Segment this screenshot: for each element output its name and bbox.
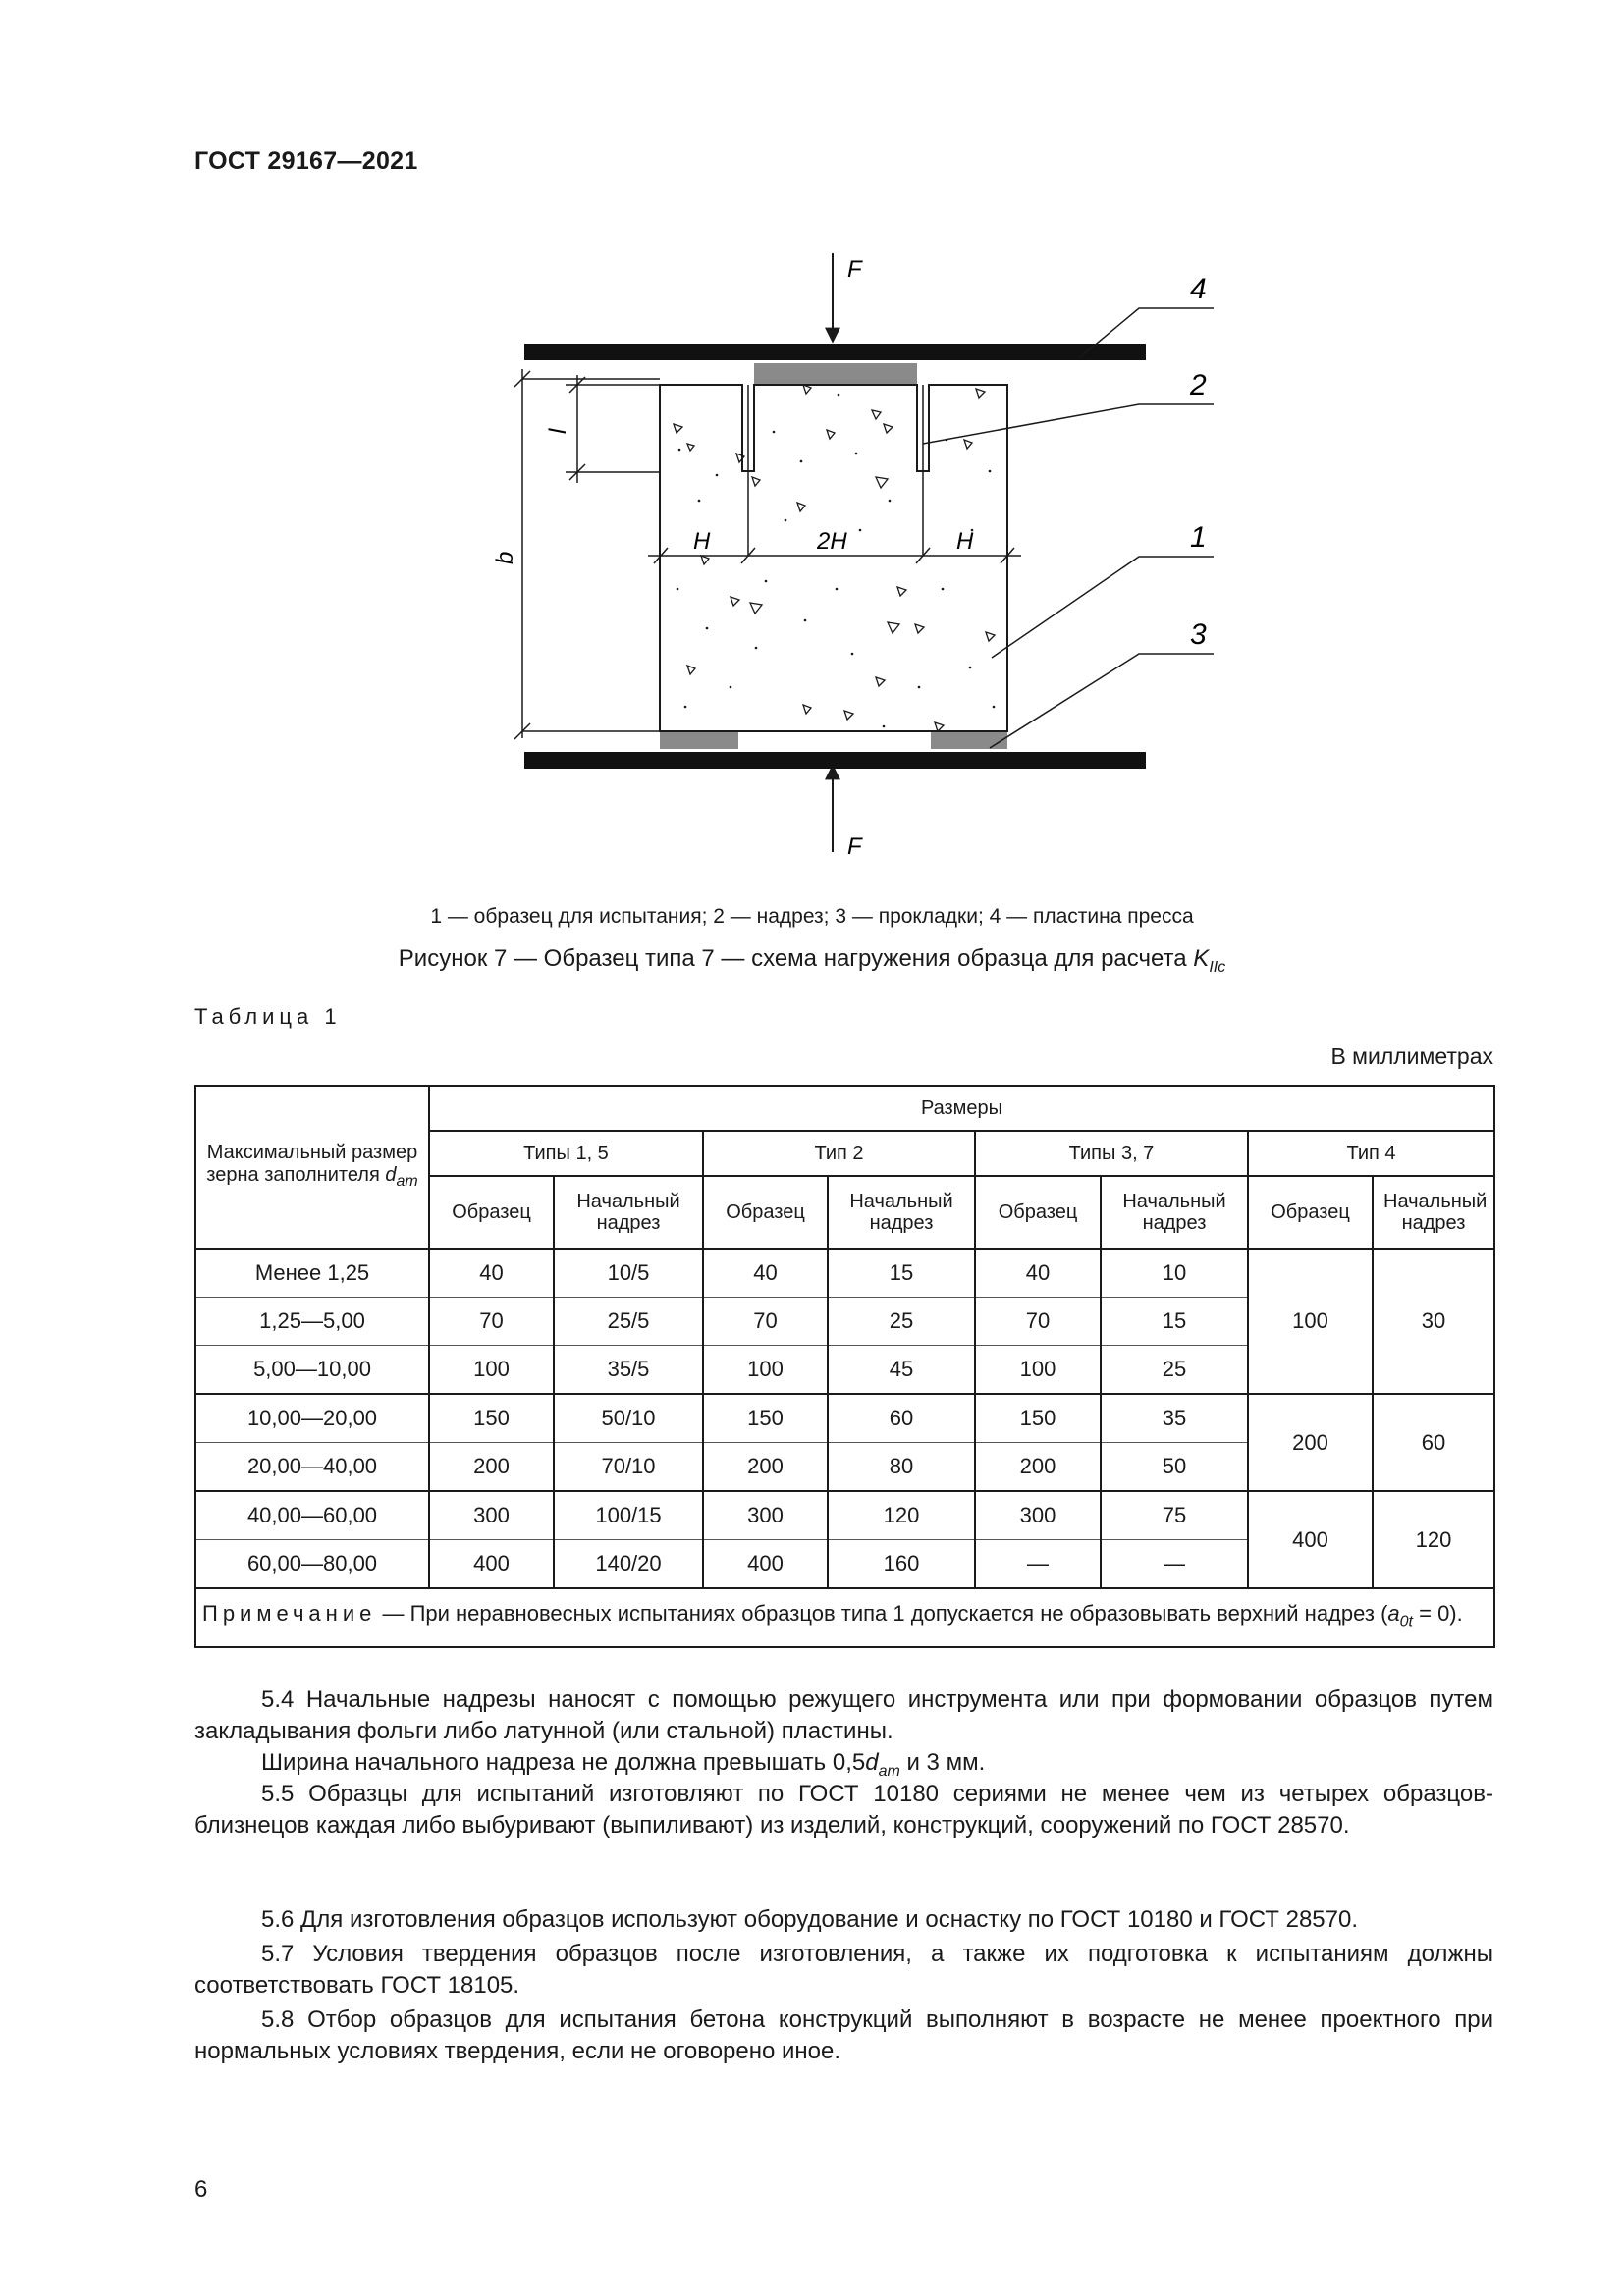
- cell: 70: [975, 1298, 1101, 1346]
- cell: 20,00—40,00: [195, 1443, 429, 1492]
- cell-type4-sample: 400: [1248, 1491, 1373, 1588]
- cell: 150: [703, 1394, 828, 1443]
- cell: 140/20: [554, 1540, 703, 1589]
- force-label-bottom: F: [847, 833, 862, 860]
- cell: 400: [703, 1540, 828, 1589]
- cell: 5,00—10,00: [195, 1346, 429, 1395]
- cell: 400: [429, 1540, 554, 1589]
- cell: 70: [703, 1298, 828, 1346]
- cell: 100: [975, 1346, 1101, 1395]
- cell: 60,00—80,00: [195, 1540, 429, 1589]
- callout-4: 4: [1190, 273, 1207, 305]
- cell: 75: [1101, 1491, 1248, 1540]
- document-header: ГОСТ 29167—2021: [194, 147, 418, 175]
- dim-label-h-right: H: [956, 528, 974, 555]
- header-group-2: Тип 2: [703, 1131, 975, 1176]
- cell: 60: [828, 1394, 975, 1443]
- specimen-outline: [660, 385, 1007, 731]
- caption-symbol: K: [1193, 945, 1210, 972]
- press-plate-top: [524, 344, 1146, 360]
- cell: 120: [828, 1491, 975, 1540]
- subheader-cell: Образец: [703, 1176, 828, 1249]
- subheader-cell: Начальный надрез: [828, 1176, 975, 1249]
- cell: 200: [703, 1443, 828, 1492]
- cell: 200: [429, 1443, 554, 1492]
- paragraph-5-7: 5.7 Условия твердения образцов после изготовления, а также их подготовка к испытаниям должны соответствовать ГОСТ 18105.: [194, 1941, 1493, 1999]
- cell: 10: [1101, 1249, 1248, 1298]
- subheader-cell: Образец: [429, 1176, 554, 1249]
- pad-bottom-left: [660, 731, 738, 749]
- subheader-cell: Начальный надрез: [1101, 1176, 1248, 1249]
- cell: 15: [828, 1249, 975, 1298]
- cell: 10/5: [554, 1249, 703, 1298]
- cell: 40,00—60,00: [195, 1491, 429, 1540]
- paragraph-notch-width: Ширина начального надреза не должна превышать $0,5d_{am}$ и 3 мм.: [261, 1749, 986, 1780]
- dim-label-b: b: [492, 551, 518, 564]
- dim-label-2h: 2H: [817, 528, 847, 555]
- callout-3: 3: [1190, 618, 1207, 651]
- header-max-aggregate: Максимальный размер зерна заполнителя $d_{am}$: [195, 1086, 429, 1249]
- cell: 40: [975, 1249, 1101, 1298]
- force-label-top: F: [847, 256, 862, 283]
- subheader-cell: Образец: [975, 1176, 1101, 1249]
- cell: Менее 1,25: [195, 1249, 429, 1298]
- cell: 200: [975, 1443, 1101, 1492]
- cell: 1,25—5,00: [195, 1298, 429, 1346]
- press-plate-bottom: [524, 752, 1146, 769]
- pad-top: [754, 363, 917, 384]
- subheader-cell: Образец: [1248, 1176, 1373, 1249]
- cell: 150: [975, 1394, 1101, 1443]
- paragraph-5-8: 5.8 Отбор образцов для испытания бетона конструкций выполняют в возрасте не менее проектного при нормальных условиях твердения, если не оговорено иное.: [194, 2006, 1493, 2064]
- cell: 45: [828, 1346, 975, 1395]
- callout-2: 2: [1190, 369, 1207, 401]
- table-row: [195, 1394, 1494, 1443]
- concrete-aggregate: [674, 385, 995, 731]
- cell-type4-notch: 120: [1373, 1491, 1494, 1588]
- caption-text: Рисунок 7 — Образец типа 7 — схема нагружения образца для расчета: [398, 945, 1194, 972]
- dimension-b: [514, 369, 660, 739]
- header-group-1: Типы 1, 5: [429, 1131, 703, 1176]
- cell: 300: [975, 1491, 1101, 1540]
- cell: 80: [828, 1443, 975, 1492]
- cell: 25: [828, 1298, 975, 1346]
- cell: 15: [1101, 1298, 1248, 1346]
- figure-legend: 1 — образец для испытания; 2 — надрез; 3 — прокладки; 4 — пластина пресса: [430, 905, 1194, 928]
- cell: —: [1101, 1540, 1248, 1589]
- cell: 160: [828, 1540, 975, 1589]
- cell: 25: [1101, 1346, 1248, 1395]
- dimension-l: [566, 375, 660, 483]
- header-group-3: Типы 3, 7: [975, 1131, 1248, 1176]
- dim-label-l: l: [545, 428, 571, 434]
- table-units: В миллиметрах: [1330, 1043, 1493, 1069]
- cell: 100: [429, 1346, 554, 1395]
- header-group-4: Тип 4: [1248, 1131, 1494, 1176]
- cell: 100: [703, 1346, 828, 1395]
- cell: 10,00—20,00: [195, 1394, 429, 1443]
- figure-loading-scheme: [0, 0, 1624, 883]
- table-label: Таблица 1: [194, 1004, 342, 1029]
- table-row: [195, 1249, 1494, 1298]
- cell: 100/15: [554, 1491, 703, 1540]
- cell: 300: [703, 1491, 828, 1540]
- cell: 50/10: [554, 1394, 703, 1443]
- pad-bottom-right: [931, 731, 1007, 749]
- cell: 25/5: [554, 1298, 703, 1346]
- note-label: Примечание: [202, 1601, 377, 1626]
- cell-type4-notch: 60: [1373, 1394, 1494, 1491]
- cell: 35/5: [554, 1346, 703, 1395]
- cell: 150: [429, 1394, 554, 1443]
- page-number: 6: [194, 2176, 208, 2203]
- cell: 70: [429, 1298, 554, 1346]
- cell-type4-notch: 30: [1373, 1249, 1494, 1394]
- cell: 50: [1101, 1443, 1248, 1492]
- caption-subscript: IIc: [1209, 958, 1226, 976]
- cell: 300: [429, 1491, 554, 1540]
- subheader-cell: Начальный надрез: [1373, 1176, 1494, 1249]
- figure-caption: [0, 945, 1624, 977]
- paragraph-5-6: 5.6 Для изготовления образцов используют оборудование и оснастку по ГОСТ 10180 и ГОСТ 28570.: [261, 1906, 1359, 1933]
- concrete-dots: [677, 394, 996, 728]
- table-note: Примечание — При неравновесных испытаниях образцов типа 1 допускается не образовывать верхний надрез $(a_{0t} = 0)$.: [195, 1588, 1494, 1647]
- subheader-cell: Начальный надрез: [554, 1176, 703, 1249]
- callout-1: 1: [1190, 521, 1207, 554]
- cell-type4-sample: 100: [1248, 1249, 1373, 1394]
- dim-label-h-left: H: [693, 528, 711, 555]
- cell: 40: [703, 1249, 828, 1298]
- cell: 35: [1101, 1394, 1248, 1443]
- dimensions-table: [194, 1085, 1493, 1654]
- cell: —: [975, 1540, 1101, 1589]
- paragraph-5-4: 5.4 Начальные надрезы наносят с помощью режущего инструмента или при формовании образцов путем закладывания фольги либо латунной (или стальной) пластины.: [194, 1686, 1493, 1744]
- cell: 40: [429, 1249, 554, 1298]
- cell: 70/10: [554, 1443, 703, 1492]
- paragraph-5-5: 5.5 Образцы для испытаний изготовляют по ГОСТ 10180 сериями не менее чем из четырех образцов-близнецов каждая либо выбуривают (выпиливают) из изделий, конструкций, сооружений по ГОСТ 28570.: [194, 1781, 1493, 1839]
- cell-type4-sample: 200: [1248, 1394, 1373, 1491]
- header-sizes: Размеры: [429, 1086, 1494, 1131]
- table-row: [195, 1491, 1494, 1540]
